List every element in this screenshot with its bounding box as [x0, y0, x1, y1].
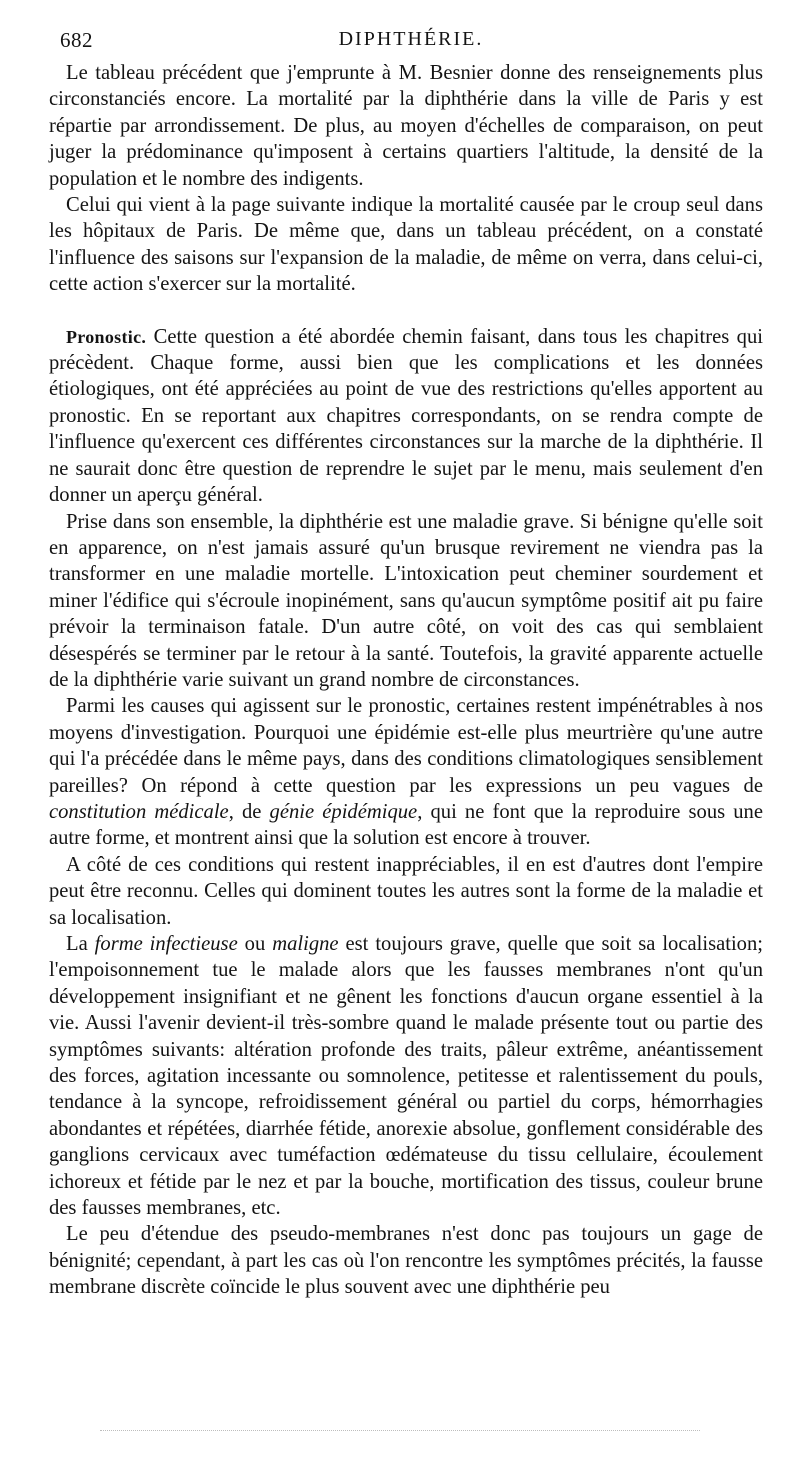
italic-term-forme-infectieuse: forme infectieuse	[94, 933, 238, 955]
paragraph-pronostic-text: Cette question a été abordée chemin faisant, dans tous les chapitres qui précèdent. Chaque forme, aussi bien que les complications et les données étiologiques, ont été appréciées au point de vue des restrictions qu'elles apportent au pronostic. En se reportant aux chapitres correspondants, on se rendra compte de l'influence qu'exercent ces différentes circonstances sur la marche de la diphthérie. Il ne saurait donc être question de reprendre le sujet par le menu, mais seulement d'en donner un aperçu général.	[49, 325, 763, 507]
italic-term-genie-epidemique: génie épidémique	[269, 800, 418, 823]
page-bottom-artifact	[100, 1430, 700, 1435]
italic-term-constitution-medicale: constitution médicale	[49, 800, 229, 823]
running-title: DIPHTHÉRIE.	[338, 28, 484, 50]
text-run: ou	[237, 933, 273, 955]
text-run: est toujours grave, quelle que soit sa localisation; l'empoisonnement tue le malade alors que les fausses membranes n'ont qu'un développement insignifiant et ne gênent les fonctions d'aucun organe essentiel à la vie. Aussi l'avenir devient-il très-sombre quand le malade présente tout ou partie des symptômes suivants: altération profonde des traits, pâleur extrême, anéantissement des forces, agitation incessante ou somnolence, petitesse et ralentissement du pouls, tendance à la syncope, refroidissement général ou partiel du corps, hémorrhagies abondantes et répétées, diarrhée fétide, anorexie absolue, gonflement considérable des ganglions cervicaux avec tuméfaction œdémateuse du tissu cellulaire, écoulement ichoreux et fétide par le nez et par la bouche, mortification des tissus, couleur brune des fausses membranes, etc.	[49, 933, 763, 1220]
paragraph-pronostic	[49, 324, 763, 509]
paragraph-pseudo-membranes: Le peu d'étendue des pseudo-membranes n'est donc pas toujours un gage de bénignité; cependant, à part les cas où l'on rencontre les symptômes précités, la fausse membrane discrète coïncide le plus souvent avec une diphthérie peu	[49, 1223, 763, 1299]
paragraph-forme-infectieuse	[49, 931, 763, 1221]
text-run: Parmi les causes qui agissent sur le pronostic, certaines restent impénétrables à nos moyens d'investigation. Pourquoi une épidémie est-elle plus meurtrière qu'une autre qui l'a précédée dans le même pays, dans des conditions climatologiques sensiblement pareilles? On répond à cette question par les expressions un peu vagues de	[49, 695, 763, 797]
paragraph-tableau-besnier: Le tableau précédent que j'emprunte à M. Besnier donne des renseignements plus circonstanciés encore. La mortalité par la diphthérie dans la ville de Paris y est répartie par arrondissement. De plus, au moyen d'échelles de comparaison, on peut juger la prédominance qu'imposent à certains quartiers l'altitude, la densité de la population et le nombre des indigents.	[49, 62, 763, 190]
section-heading-pronostic: Pronostic.	[66, 326, 147, 347]
body-text	[49, 60, 763, 1301]
paragraph-mortalite-croup: Celui qui vient à la page suivante indique la mortalité causée par le croup seul dans les hôpitaux de Paris. De même que, dans un tableau précédent, on a constaté l'influence des saisons sur l'expansion de la maladie, de même on verra, dans celui-ci, cette action s'exercer sur la mortalité.	[49, 194, 763, 296]
text-run: , qui ne font que la reproduire sous une autre forme, et montrent ainsi que la solution est encore à trouver.	[49, 800, 763, 850]
text-run: , de	[228, 800, 270, 823]
page-number: 682	[60, 28, 93, 52]
paragraph-forme-localisation: A côté de ces conditions qui restent inappréciables, il en est d'autres dont l'empire peut être reconnu. Celles qui dominent toutes les autres sont la forme de la maladie et sa localisation.	[49, 853, 763, 929]
running-header	[60, 28, 762, 56]
italic-term-maligne: maligne	[272, 933, 339, 955]
text-run: La	[66, 933, 95, 955]
paragraph-maladie-grave: Prise dans son ensemble, la diphthérie est une maladie grave. Si bénigne qu'elle soit en apparence, on n'est jamais assuré qu'un brusque revirement ne viendra pas la transformer en une maladie mortelle. L'intoxication peut cheminer sourdement et miner l'édifice qui s'écroule inopinément, sans qu'aucun symptôme positif ait pu faire prévoir la terminaison fatale. D'un autre côté, on voit des cas qui semblaient désespérés se terminer par le retour à la santé. Toutefois, la gravité apparente actuelle de la diphthérie varie suivant un grand nombre de circonstances.	[49, 510, 763, 691]
paragraph-causes-impenetrables	[49, 693, 763, 851]
